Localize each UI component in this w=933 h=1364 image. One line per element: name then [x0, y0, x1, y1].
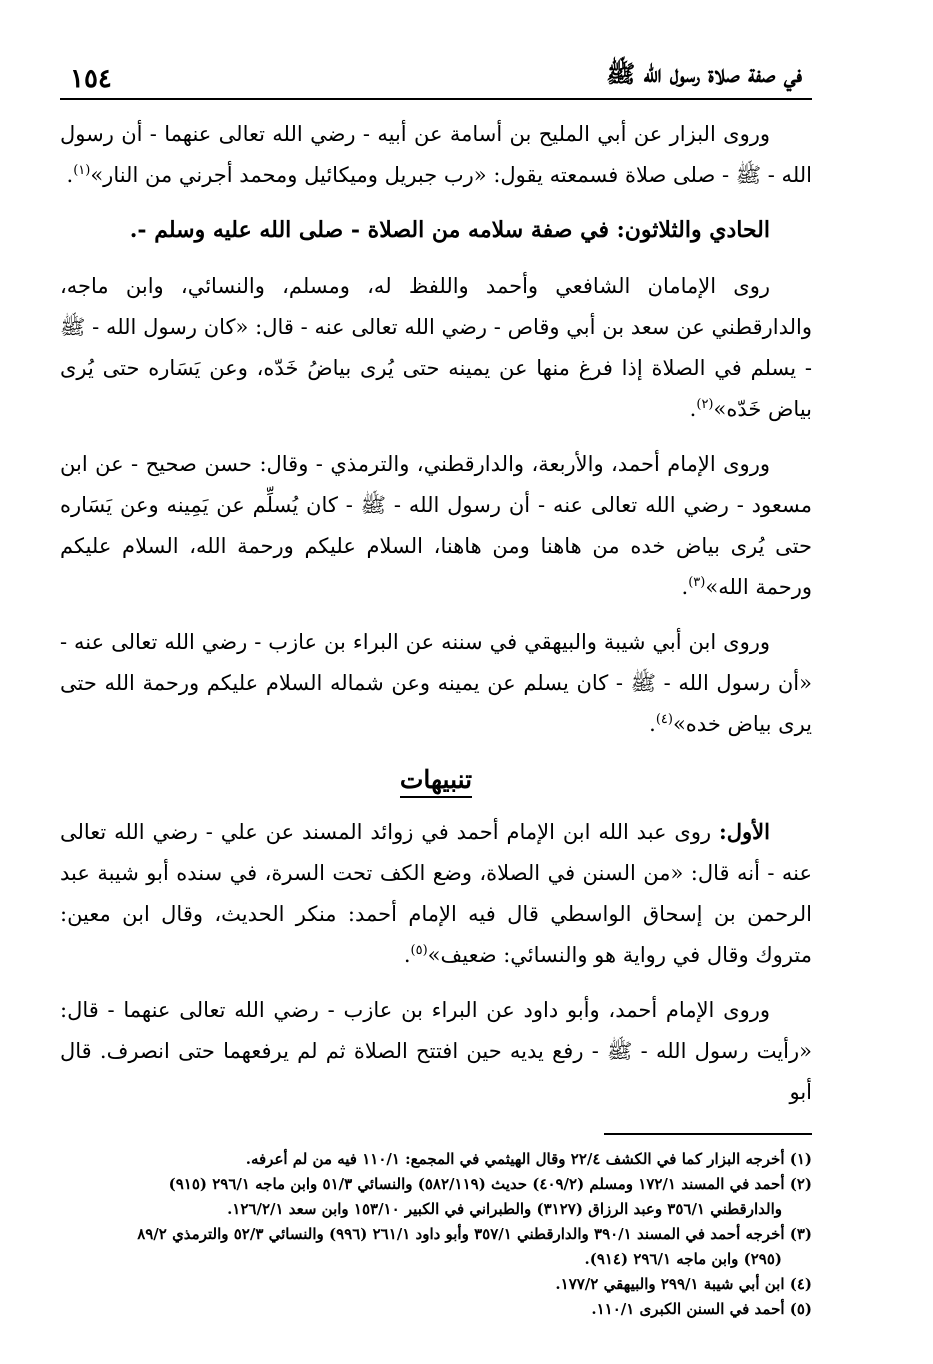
footnote-separator: [604, 1133, 812, 1135]
paragraph-1-text: وروى البزار عن أبي المليح بن أسامة عن أبيه - رضي الله تعالى عنهما - أن رسول الله - ﷺ - صلى صلاة فسمعته يقول: «رب جبريل وميكائيل ومحمد أجرني من النار»: [60, 122, 812, 187]
footnote-ref-4: (٤): [655, 712, 673, 727]
footnote-3: (٣) أخرجه أحمد في المسند ٣٩٠/١ والدارقطني ٣٥٧/١ وأبو داود ٢٦١/١ (٩٩٦) والنسائي ٥٢/٣ والترمذي ٨٩/٢: [137, 1225, 812, 1243]
footnote-1: (١) أخرجه البزار كما في الكشف ٢٢/٤ وقال الهيثمي في المجمع: ١١٠/١ فيه من لم أعرفه.: [245, 1150, 812, 1168]
page-number: ١٥٤: [70, 64, 112, 94]
paragraph-5-text: روى عبد الله ابن الإمام أحمد في زوائد المسند عن علي - رضي الله تعالى عنه - أنه قال: «من السنن في الصلاة، وضع الكف تحت السرة، في سنده أبو شيبة عبد الرحمن بن إسحاق الواسطي قال فيه الإمام أحمد: منكر الحديث، وقال ابن معين: متروك وقال في رواية هو والنسائي: ضعيف»: [60, 820, 812, 967]
footnotes: [60, 1147, 812, 1322]
section-title-text: تنبيهات: [400, 765, 472, 798]
footnote-2-continuation: والدارقطني ٣٥٦/١ وعبد الرزاق (٣١٢٧) والطبراني في الكبير ١٥٣/١٠ وابن سعد ١٢٦/٢/١.: [227, 1200, 782, 1218]
running-title: في صفة صلاة رسول الله ﷺ: [606, 59, 802, 88]
paragraph-5-lead: الأول:: [719, 819, 770, 844]
paragraph-4-text: وروى ابن أبي شيبة والبيهقي في سننه عن البراء بن عازب - رضي الله تعالى عنه - «أن رسول الله - ﷺ - كان يسلم عن يمينه وعن شماله السلام عليكم ورحمة الله حتى يرى بياض خده»: [60, 630, 812, 736]
paragraph-3-text: وروى الإمام أحمد، والأربعة، والدارقطني، والترمذي - وقال: حسن صحيح - عن ابن مسعود - رضي الله تعالى عنه - أن رسول الله - ﷺ - كان يُسلِّم عن يَمِينه وعن يَسَاره حتى يُرى بياض خده من هاهنا ومن هاهنا، السلام عليكم ورحمة الله، السلام عليكم ورحمة الله»: [60, 452, 812, 599]
main-text: [60, 114, 812, 1113]
running-header: [60, 52, 812, 100]
paragraph-6: [60, 990, 812, 1113]
paragraph-4: وروى ابن أبي شيبة والبيهقي في سننه عن البراء بن عازب - رضي الله تعالى عنه - «أن رسول الله - ﷺ - كان يسلم عن يمينه وعن شماله السلام عليكم ورحمة الله حتى يرى بياض خده»$^{(٤)}$.: [60, 630, 812, 736]
chapter-heading: الحادي والثلاثون: في صفة سلامه من الصلاة - صلى الله عليه وسلم -.: [129, 217, 770, 243]
book-page: [60, 52, 812, 1322]
paragraph-3: وروى الإمام أحمد، والأربعة، والدارقطني، والترمذي - وقال: حسن صحيح - عن ابن مسعود - رضي الله تعالى عنه - أن رسول الله - ﷺ - كان يُسلِّم عن يَمِينه وعن يَسَاره حتى يُرى بياض خده من هاهنا ومن هاهنا، السلام عليكم ورحمة الله، السلام عليكم ورحمة الله»$^{(٣)}$.: [60, 452, 812, 599]
paragraph-2: روى الإمامان الشافعي وأحمد واللفظ له، ومسلم، والنسائي، وابن ماجه، والدارقطني عن سعد بن أبي وقاص - رضي الله تعالى عنه - قال: «كان رسول الله - ﷺ - يسلم في الصلاة إذا فرغ منها عن يمينه حتى يُرى بياضُ خَدّه، وعن يَسَاره حتى يُرى بياض خَدّه»$^{(٢)}$.: [60, 274, 812, 421]
footnote-ref-5: (٥): [410, 943, 428, 958]
footnote-4: (٤) ابن أبي شيبة ٢٩٩/١ والبيهقي ١٧٧/٢.: [555, 1275, 812, 1293]
footnote-2: (٢) أحمد في المسند ١٧٢/١ ومسلم (٤٠٩/٢) حديث (٥٨٢/١١٩) والنسائي ٥١/٣ وابن ماجه ٢٩٦/١ (٩١٥): [168, 1175, 812, 1193]
paragraph-2-text: روى الإمامان الشافعي وأحمد واللفظ له، ومسلم، والنسائي، وابن ماجه، والدارقطني عن سعد بن أبي وقاص - رضي الله تعالى عنه - قال: «كان رسول الله - ﷺ - يسلم في الصلاة إذا فرغ منها عن يمينه حتى يُرى بياضُ خَدّه، وعن يَسَاره حتى يُرى بياض خَدّه»: [60, 274, 812, 421]
section-title: [60, 759, 812, 801]
footnote-3-continuation: (٢٩٥) وابن ماجه ٢٩٦/١ (٩١٤).: [584, 1250, 782, 1268]
footnote-ref-1: (١): [73, 163, 91, 178]
paragraph-6-text: وروى الإمام أحمد، وأبو داود عن البراء بن عازب - رضي الله تعالى عنهما - قال: «رأيت رسول الله - ﷺ - رفع يديه حين افتتح الصلاة ثم لم يرفعهما حتى انصرف. قال أبو: [60, 998, 812, 1104]
footnote-5: (٥) أحمد في السنن الكبرى ١١٠/١.: [591, 1300, 812, 1318]
footnote-ref-2: (٢): [696, 397, 714, 412]
paragraph-5: الأول: روى عبد الله ابن الإمام أحمد في زوائد المسند عن علي - رضي الله تعالى عنه - أنه قال: «من السنن في الصلاة، وضع الكف تحت السرة، في سنده أبو شيبة عبد الرحمن بن إسحاق الواسطي قال فيه الإمام أحمد: منكر الحديث، وقال ابن معين: متروك وقال في رواية هو والنسائي: ضعيف»$^{(٥)}$.: [60, 819, 812, 967]
paragraph-1: وروى البزار عن أبي المليح بن أسامة عن أبيه - رضي الله تعالى عنهما - أن رسول الله - ﷺ - صلى صلاة فسمعته يقول: «رب جبريل وميكائيل ومحمد أجرني من النار»$^{(١)}$.: [60, 122, 812, 187]
footnote-ref-3: (٣): [688, 575, 706, 590]
